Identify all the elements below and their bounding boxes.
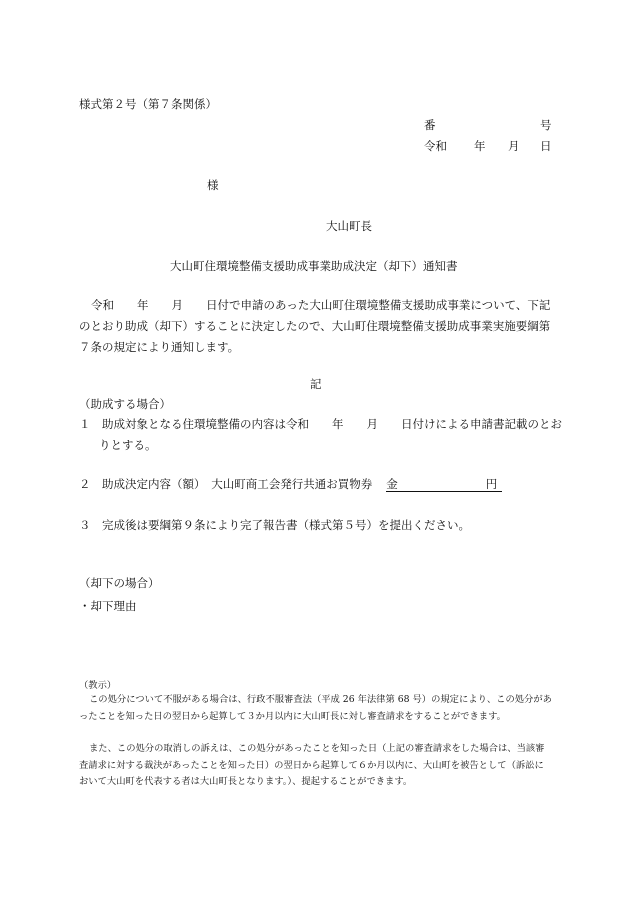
date-day: 日 xyxy=(540,139,552,153)
instruction-paragraph-2: また、この処分の取消しの訴えは、この処分があったことを知った日（上記の審査請求をした場合は、当該審査請求に対する裁決があったことを知った日）の翌日から起算して６か月以内に、大山町を被告として（訴訟において大山町を代表する者は大山町長となります。）、提起することができます。 xyxy=(79,743,545,787)
body-paragraph: 令和 年 月 日付で申請のあった大山町住環境整備支援助成事業について、下記のとおり助成（却下）することに決定したので、大山町住環境整備支援助成事業実施要綱第７条の規定により通知します。 xyxy=(79,298,551,354)
date-month: 月 xyxy=(508,139,520,153)
date-era: 令和 xyxy=(424,139,447,153)
reject-heading: （却下の場合） xyxy=(79,576,160,590)
number-go: 号 xyxy=(540,118,552,132)
amount-kin: 金 xyxy=(386,477,398,491)
approve-item-1: １ 助成対象となる住環境整備の内容は令和 年 月 日付けによる申請書記載のとおりとする。 xyxy=(79,417,562,452)
document-title: 大山町住環境整備支援助成事業助成決定（却下）通知書 xyxy=(170,259,458,273)
instruction-paragraph-1: この処分について不服がある場合は、行政不服審査法（平成 26 年法律第 68 号）の規定により、この処分があったことを知った日の翌日から起算して３か月以内に大山町長に対し審査請求をすることができます。 xyxy=(79,694,552,722)
approve-item-2 xyxy=(79,476,502,492)
date-year: 年 xyxy=(474,139,486,153)
ki-heading: 記 xyxy=(310,377,322,391)
addressee-suffix: 様 xyxy=(207,178,219,192)
approve-item-2-label: ２ 助成決定内容（額） 大山町商工会発行共通お買物券 xyxy=(79,477,373,491)
approve-item-3: ３ 完成後は要綱第９条により完了報告書（様式第５号）を提出ください。 xyxy=(79,518,470,532)
issuer-name: 大山町長 xyxy=(326,219,372,233)
number-ban: 番 xyxy=(424,118,436,132)
form-number: 様式第２号（第７条関係） xyxy=(79,97,217,111)
approve-heading: （助成する場合） xyxy=(79,397,171,411)
reject-reason: ・却下理由 xyxy=(79,599,137,613)
instruction-heading: （教示） xyxy=(79,680,117,691)
amount-field xyxy=(386,478,502,492)
amount-en: 円 xyxy=(485,477,498,491)
